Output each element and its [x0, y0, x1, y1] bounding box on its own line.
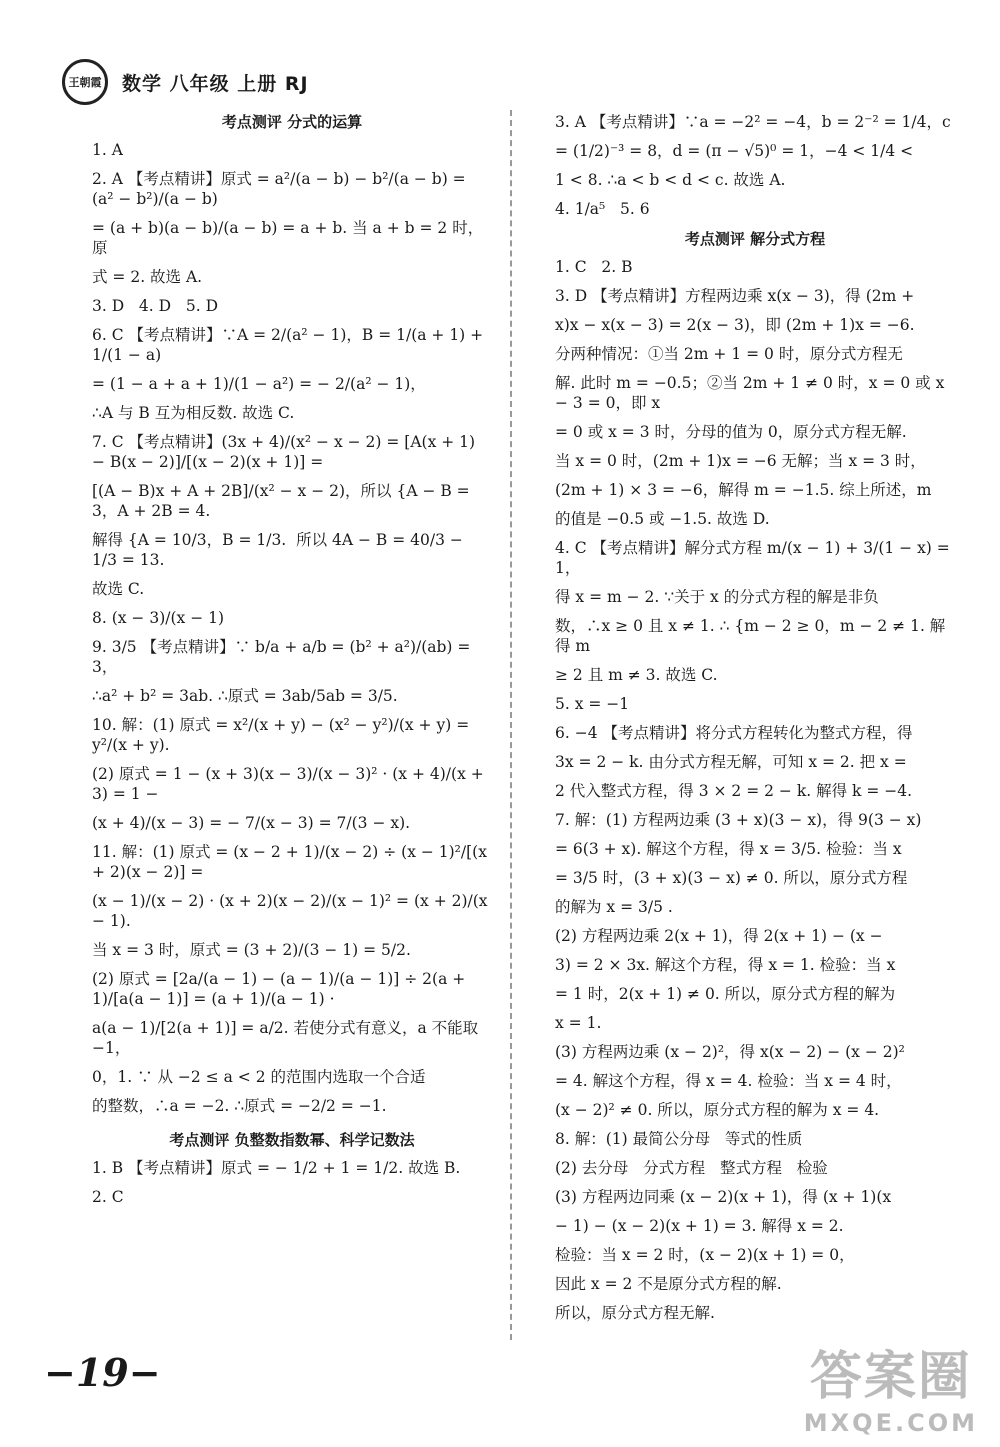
answer-line: 2. C — [92, 1188, 124, 1206]
right-answer-lines — [555, 112, 955, 219]
answer-line: 0，1. ∵ 从 −2 ≤ a < 2 的范围内选取一个合适 — [92, 1068, 426, 1086]
answer-line: 2. A 【考点精讲】原式 = a²/(a − b) − b²/(a − b) = (a² − b²)/(a − b) — [92, 170, 471, 208]
answer-line: 3. A 【考点精讲】∵a = −2² = −4，b = 2⁻² = 1/4，c — [555, 113, 951, 131]
answer-line: (x − 1)/(x − 2) · (x + 2)(x − 2)/(x − 1)² = (x + 2)/(x − 1). — [92, 892, 493, 930]
column-divider — [510, 110, 512, 1340]
answer-line: (x + 4)/(x − 3) = − 7/(x − 3) = 7/(3 − x). — [92, 814, 411, 832]
answer-line: 7. C 【考点精讲】(3x + 4)/(x² − x − 2) = [A(x + 1) − B(x − 2)]/[(x − 2)(x + 1)] = — [92, 433, 481, 471]
answer-line: 所以，原分式方程无解. — [555, 1304, 715, 1322]
answer-line: ≥ 2 且 m ≠ 3. 故选 C. — [555, 666, 718, 684]
logo-text: 王朝霞 — [68, 76, 102, 89]
page-header — [62, 58, 309, 106]
answer-line: (3) 方程两边同乘 (x − 2)(x + 1)，得 (x + 1)(x — [555, 1188, 892, 1206]
answer-line: x)x − x(x − 3) = 2(x − 3)，即 (2m + 1)x = −6. — [555, 316, 915, 334]
answer-line: − 1) − (x − 2)(x + 1) = 3. 解得 x = 2. — [555, 1217, 844, 1235]
answer-line: 检验：当 x = 2 时，(x − 2)(x + 1) = 0， — [555, 1246, 855, 1264]
answer-line: = 6(3 + x). 解这个方程，得 x = 3/5. 检验：当 x — [555, 840, 902, 858]
answer-line: 3) = 2 × 3x. 解这个方程，得 x = 1. 检验：当 x — [555, 956, 896, 974]
answer-line: 的值是 −0.5 或 −1.5. 故选 D. — [555, 510, 770, 528]
answer-line: = 0 或 x = 3 时，分母的值为 0，原分式方程无解. — [555, 423, 907, 441]
answer-line: 解得 {A = 10/3，B = 1/3. 所以 4A − B = 40/3 − 1/3 = 13. — [92, 531, 468, 569]
answer-line: 8. (x − 3)/(x − 1) — [92, 609, 225, 627]
answer-line: 的整数，∴a = −2. ∴原式 = −2/2 = −1. — [92, 1097, 387, 1115]
answer-line: (2) 去分母 分式方程 整式方程 检验 — [555, 1159, 828, 1177]
left-column — [92, 112, 492, 1216]
answer-line: 4. 1/a⁵ 5. 6 — [555, 200, 650, 218]
answer-line: = 1 时，2(x + 1) ≠ 0. 所以，原分式方程的解为 — [555, 985, 896, 1003]
left-answer-lines — [92, 140, 492, 1116]
answer-line: 的解为 x = 3/5 . — [555, 898, 673, 916]
answer-line: x = 1. — [555, 1014, 602, 1032]
answer-line: ∴a² + b² = 3ab. ∴原式 = 3ab/5ab = 3/5. — [92, 687, 398, 705]
answer-line: 4. C 【考点精讲】解分式方程 m/(x − 1) + 3/(1 − x) = 1， — [555, 539, 955, 577]
answer-line: 3. D 【考点精讲】方程两边乘 x(x − 3)，得 (2m + — [555, 287, 915, 305]
answer-line: 11. 解：(1) 原式 = (x − 2 + 1)/(x − 2) ÷ (x − 1)²/[(x + 2)(x − 2)] = — [92, 843, 492, 881]
answer-line: 2 代入整式方程，得 3 × 2 = 2 − k. 解得 k = −4. — [555, 782, 913, 800]
right-answer-lines-2 — [555, 257, 955, 1323]
answer-line: [(A − B)x + A + 2B]/(x² − x − 2)，所以 {A − B = 3，A + 2B = 4. — [92, 482, 475, 520]
answer-line: 1. A — [92, 141, 123, 159]
answer-line: = 3/5 时，(3 + x)(3 − x) ≠ 0. 所以，原分式方程 — [555, 869, 908, 887]
left-answer-lines-2 — [92, 1158, 492, 1207]
answer-line: 1. B 【考点精讲】原式 = − 1/2 + 1 = 1/2. 故选 B. — [92, 1159, 461, 1177]
answer-line: 当 x = 0 时，(2m + 1)x = −6 无解；当 x = 3 时， — [555, 452, 926, 470]
answer-line: 1. C 2. B — [555, 258, 633, 276]
answer-line: 5. x = −1 — [555, 695, 630, 713]
answer-line: ∴A 与 B 互为相反数. 故选 C. — [92, 404, 295, 422]
answer-line: 10. 解：(1) 原式 = x²/(x + y) − (x² − y²)/(x + y) = y²/(x + y). — [92, 716, 475, 754]
watermark-logo-text: 答案圈 — [809, 1347, 972, 1407]
answer-line: 3x = 2 − k. 由分式方程无解，可知 x = 2. 把 x = — [555, 753, 907, 771]
section-title-fractional-equations: 考点测评 解分式方程 — [684, 230, 826, 248]
answer-line: 式 = 2. 故选 A. — [92, 268, 203, 286]
answer-line: 解. 此时 m = −0.5；②当 2m + 1 ≠ 0 时，x = 0 或 x − 3 = 0，即 x — [555, 374, 950, 412]
answer-line: 6. −4 【考点精讲】将分式方程转化为整式方程，得 — [555, 724, 913, 742]
answer-line: 7. 解：(1) 方程两边乘 (3 + x)(3 − x)，得 9(3 − x) — [555, 811, 922, 829]
section-title-fraction-operations: 考点测评 分式的运算 — [221, 113, 363, 131]
answer-line: 当 x = 3 时，原式 = (3 + 2)/(3 − 1) = 5/2. — [92, 941, 411, 959]
answer-line: = (1/2)⁻³ = 8，d = (π − √5)⁰ = 1，−4 < 1/4 < — [555, 142, 914, 160]
publisher-logo — [62, 59, 108, 105]
answer-line: 故选 C. — [92, 580, 145, 598]
answer-line: (2) 方程两边乘 2(x + 1)，得 2(x + 1) − (x − — [555, 927, 883, 945]
answer-line: 6. C 【考点精讲】∵A = 2/(a² − 1)，B = 1/(a + 1) + 1/(1 − a) — [92, 326, 489, 364]
right-column — [555, 112, 955, 1332]
answer-line: 分两种情况：①当 2m + 1 = 0 时，原分式方程无 — [555, 345, 903, 363]
answer-line: = (a + b)(a − b)/(a − b) = a + b. 当 a + b = 2 时，原 — [92, 219, 484, 257]
answer-line: (3) 方程两边乘 (x − 2)²，得 x(x − 2) − (x − 2)² — [555, 1043, 905, 1061]
answer-line: (2) 原式 = [2a/(a − 1) − (a − 1)/(a − 1)] ÷ 2(a + 1)/[a(a − 1)] = (a + 1)/(a − 1) · — [92, 970, 471, 1008]
answer-line: 数，∴x ≥ 0 且 x ≠ 1. ∴ {m − 2 ≥ 0，m − 2 ≠ 1. 解得 m — [555, 617, 946, 655]
answer-line: 得 x = m − 2. ∵关于 x 的分式方程的解是非负 — [555, 588, 879, 606]
section-title-negative-exponents: 考点测评 负整数指数幂、科学记数法 — [169, 1131, 415, 1149]
answer-line: 1 < 8. ∴a < b < d < c. 故选 A. — [555, 171, 786, 189]
watermark — [804, 1334, 978, 1437]
answer-line: (2) 原式 = 1 − (x + 3)(x − 3)/(x − 3)² · (x + 4)/(x + 3) = 1 − — [92, 765, 489, 803]
book-title: 数学 八年级 上册 RJ — [122, 72, 309, 95]
answer-line: a(a − 1)/[2(a + 1)] = a/2. 若使分式有意义，a 不能取 −1， — [92, 1019, 484, 1057]
answer-line: 8. 解：(1) 最简公分母 等式的性质 — [555, 1130, 803, 1148]
answer-line: 9. 3/5 【考点精讲】∵ b/a + a/b = (b² + a²)/(ab) = 3， — [92, 638, 476, 676]
answer-line: (x − 2)² ≠ 0. 所以，原分式方程的解为 x = 4. — [555, 1101, 880, 1119]
answer-line: 因此 x = 2 不是原分式方程的解. — [555, 1275, 782, 1293]
answer-line: = (1 − a + a + 1)/(1 − a²) = − 2/(a² − 1)， — [92, 375, 426, 393]
watermark-url: MXQE.COM — [803, 1409, 978, 1437]
answer-line: (2m + 1) × 3 = −6，解得 m = −1.5. 综上所述，m — [555, 481, 932, 499]
page-number: −19− — [44, 1350, 161, 1395]
answer-line: 3. D 4. D 5. D — [92, 297, 218, 315]
answer-line: = 4. 解这个方程，得 x = 4. 检验：当 x = 4 时， — [555, 1072, 902, 1090]
